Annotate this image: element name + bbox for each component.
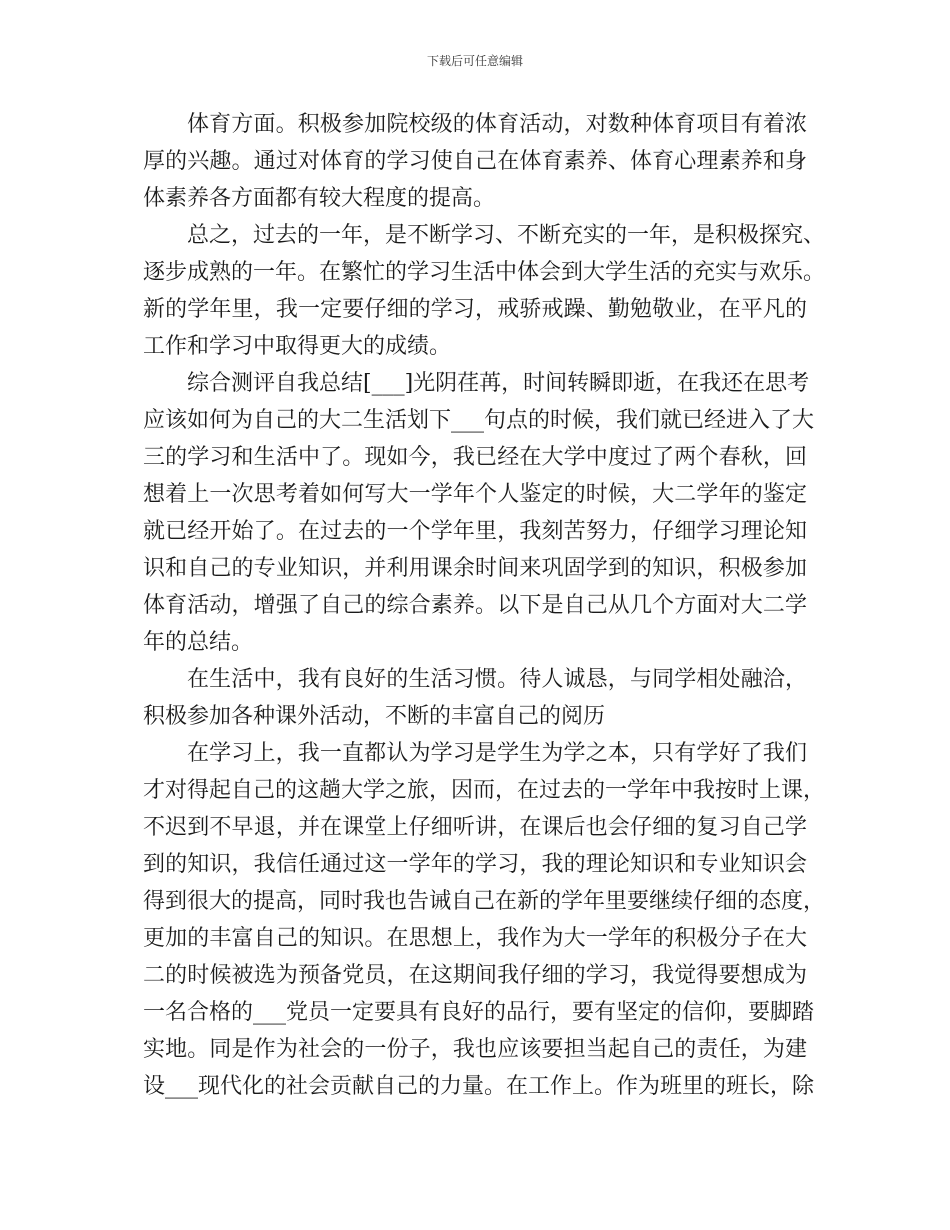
text-line: 应该如何为自己的大二生活划下___句点的时候，我们就已经进入了大 — [143, 408, 815, 433]
text-line: 得到很大的提高，同时我也告诫自己在新的学年里要继续仔细的态度， — [143, 889, 826, 914]
text-line: 新的学年里，我一定要仔细的学习，戒骄戒躁、勤勉敬业，在平凡的 — [143, 297, 807, 322]
text-line: 二的时候被选为预备党员，在这期间我仔细的学习，我觉得要想成为 — [143, 963, 807, 988]
text-line: 三的学习和生活中了。现如今，我已经在大学中度过了两个春秋，回 — [143, 445, 807, 470]
text-line: 设___现代化的社会贡献自己的力量。在工作上。作为班里的班长，除 — [143, 1074, 815, 1099]
text-line: 不迟到不早退，并在课堂上仔细听讲，在课后也会仔细的复习自己学 — [143, 815, 807, 840]
text-line: 综合测评自我总结[___]光阴荏苒，时间转瞬即逝，在我还在思考 — [187, 371, 810, 396]
page-header: 下载后可任意编辑 — [426, 54, 523, 68]
text-line: 到的知识，我信任通过这一学年的学习，我的理论知识和专业知识会 — [143, 852, 807, 877]
text-line: 年的总结。 — [143, 630, 254, 655]
text-line: 体育活动，增强了自己的综合素养。以下是自己从几个方面对大二学 — [143, 593, 807, 618]
text-line: 在学习上，我一直都认为学习是学生为学之本，只有学好了我们 — [187, 741, 807, 766]
text-line: 逐步成熟的一年。在繁忙的学习生活中体会到大学生活的充实与欢乐。 — [143, 260, 826, 285]
document-body — [143, 106, 826, 1105]
text-line: 一名合格的___党员一定要具有良好的品行，要有坚定的信仰，要脚踏 — [143, 1000, 815, 1025]
text-line: 总之，过去的一年，是不断学习、不断充实的一年，是积极探究、 — [187, 223, 826, 248]
text-line: 才对得起自己的这趟大学之旅，因而，在过去的一学年中我按时上课， — [143, 778, 826, 803]
text-line: 体素养各方面都有较大程度的提高。 — [143, 186, 496, 211]
text-line: 实地。同是作为社会的一份子，我也应该要担当起自己的责任，为建 — [143, 1037, 807, 1062]
text-line: 体育方面。积极参加院校级的体育活动，对数种体育项目有着浓 — [187, 112, 807, 137]
text-line: 工作和学习中取得更大的成绩。 — [143, 334, 452, 359]
text-line: 厚的兴趣。通过对体育的学习使自己在体育素养、体育心理素养和身 — [143, 149, 807, 174]
text-line: 积极参加各种课外活动，不断的丰富自己的阅历 — [143, 704, 606, 729]
text-line: 想着上一次思考着如何写大一学年个人鉴定的时候，大二学年的鉴定 — [143, 482, 807, 507]
text-line: 在生活中，我有良好的生活习惯。待人诚恳，与同学相处融洽， — [187, 667, 807, 692]
text-line: 就已经开始了。在过去的一个学年里，我刻苦努力，仔细学习理论知 — [143, 519, 807, 544]
text-line: 更加的丰富自己的知识。在思想上，我作为大一学年的积极分子在大 — [143, 926, 807, 951]
text-line: 识和自己的专业知识，并利用课余时间来巩固学到的知识，积极参加 — [143, 556, 807, 581]
